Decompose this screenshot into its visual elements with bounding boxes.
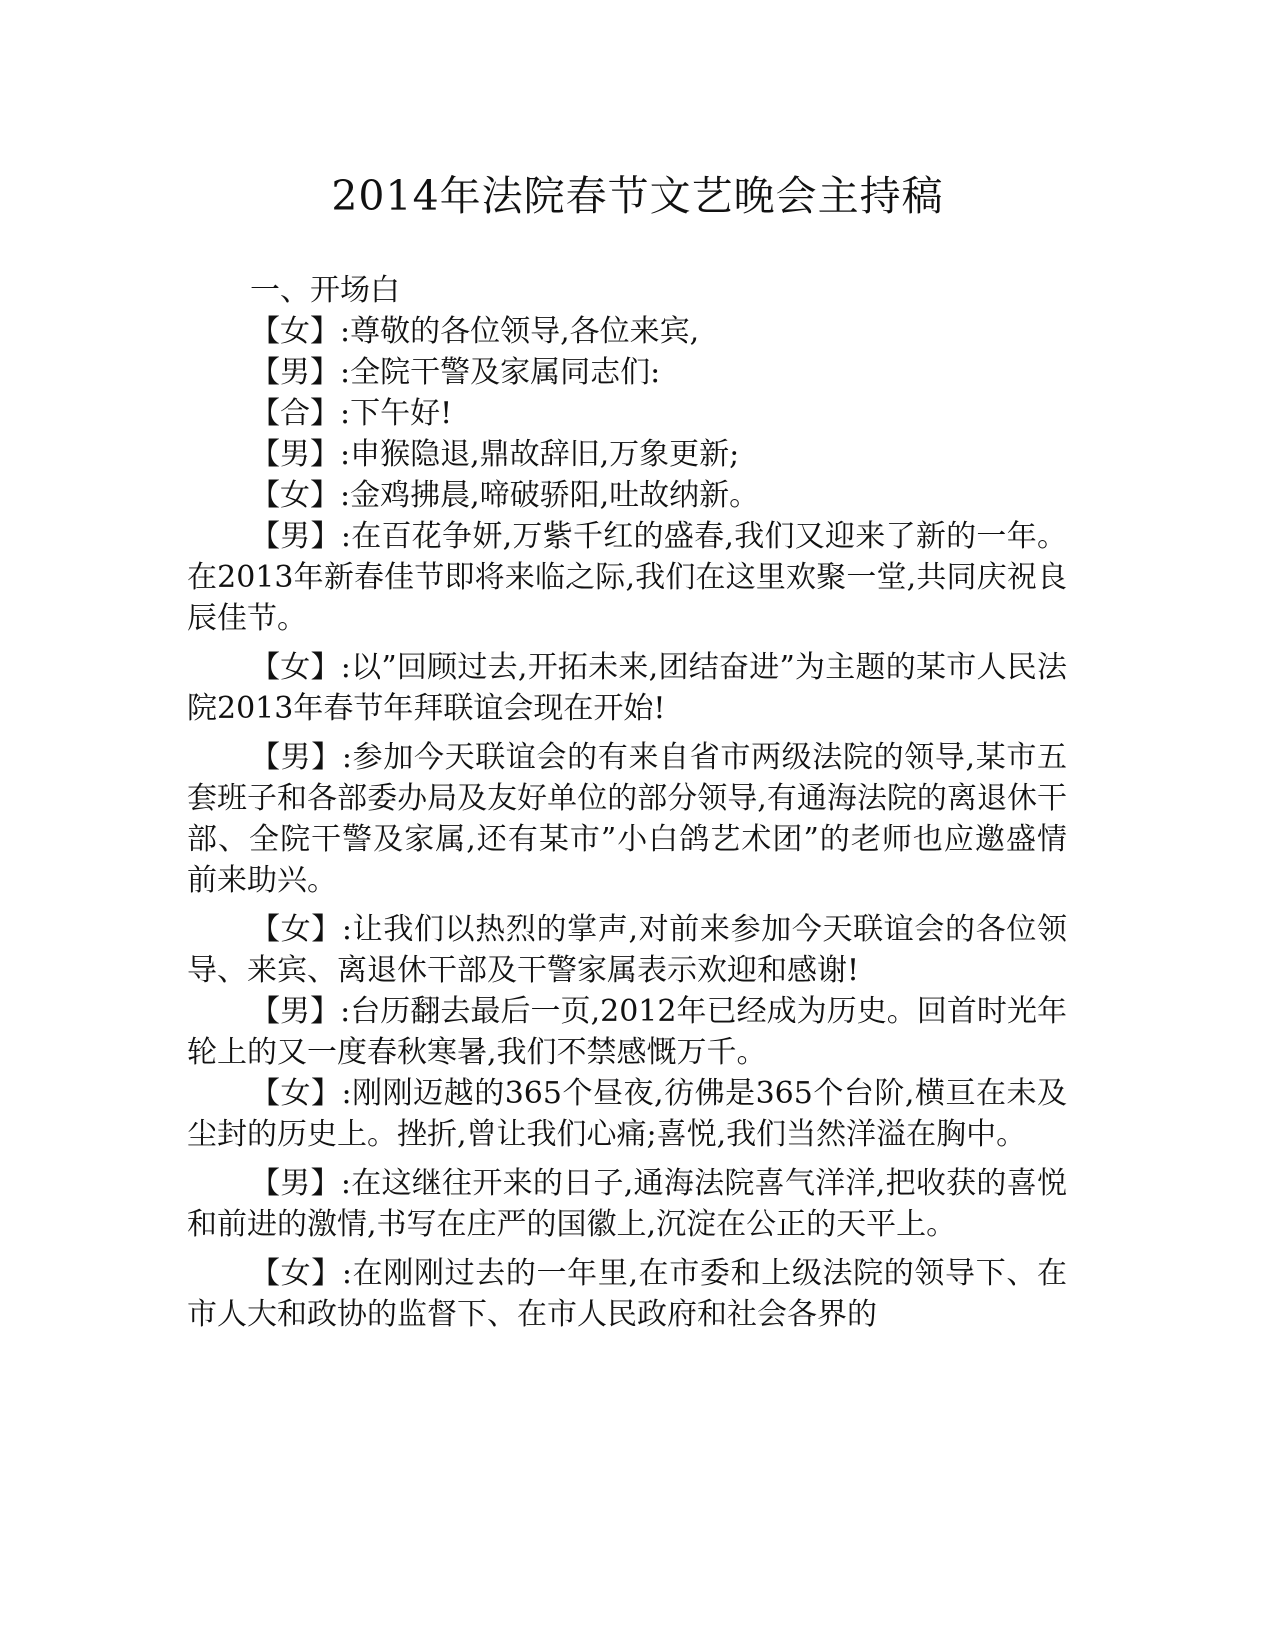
paragraph: 【女】:金鸡拂晨,啼破骄阳,吐故纳新。 <box>250 478 760 513</box>
paragraph: 【男】:在这继往开来的日子,通海法院喜气洋洋,把收获的喜悦和前进的激情,书写在庄严的国徽上,沉淀在公正的天平上。 <box>187 1166 1067 1242</box>
document-body <box>187 270 1067 1335</box>
paragraph: 【女】:让我们以热烈的掌声,对前来参加今天联谊会的各位领导、来宾、离退休干部及干警家属表示欢迎和感谢! <box>187 912 1067 988</box>
paragraph: 【女】:以”回顾过去,开拓未来,团结奋进”为主题的某市人民法院2013年春节年拜联谊会现在开始! <box>187 650 1067 726</box>
paragraph: 【女】:尊敬的各位领导,各位来宾, <box>250 314 700 349</box>
paragraph: 【男】:参加今天联谊会的有来自省市两级法院的领导,某市五套班子和各部委办局及友好单位的部分领导,有通海法院的离退休干部、全院干警及家属,还有某市”小白鸽艺术团”的老师也应邀盛情前来助兴。 <box>187 740 1067 898</box>
paragraph: 【男】:申猴隐退,鼎故辞旧,万象更新; <box>250 437 740 472</box>
paragraph: 【合】:下午好! <box>250 396 453 431</box>
paragraph: 【女】:在刚刚过去的一年里,在市委和上级法院的领导下、在市人大和政协的监督下、在市人民政府和社会各界的 <box>187 1256 1067 1332</box>
paragraph: 【男】:在百花争妍,万紫千红的盛春,我们又迎来了新的一年。在2013年新春佳节即将来临之际,我们在这里欢聚一堂,共同庆祝良辰佳节。 <box>187 519 1067 636</box>
paragraph: 【女】:刚刚迈越的365个昼夜,彷佛是365个台阶,横亘在未及尘封的历史上。挫折,曾让我们心痛;喜悦,我们当然洋溢在胸中。 <box>187 1076 1067 1152</box>
paragraph: 【男】:全院干警及家属同志们: <box>250 355 661 390</box>
document-title: 2014年法院春节文艺晚会主持稿 <box>331 172 944 220</box>
section-heading: 一、开场白 <box>250 273 400 308</box>
paragraph: 【男】:台历翻去最后一页,2012年已经成为历史。回首时光年轮上的又一度春秋寒暑,我们不禁感慨万千。 <box>187 994 1067 1070</box>
